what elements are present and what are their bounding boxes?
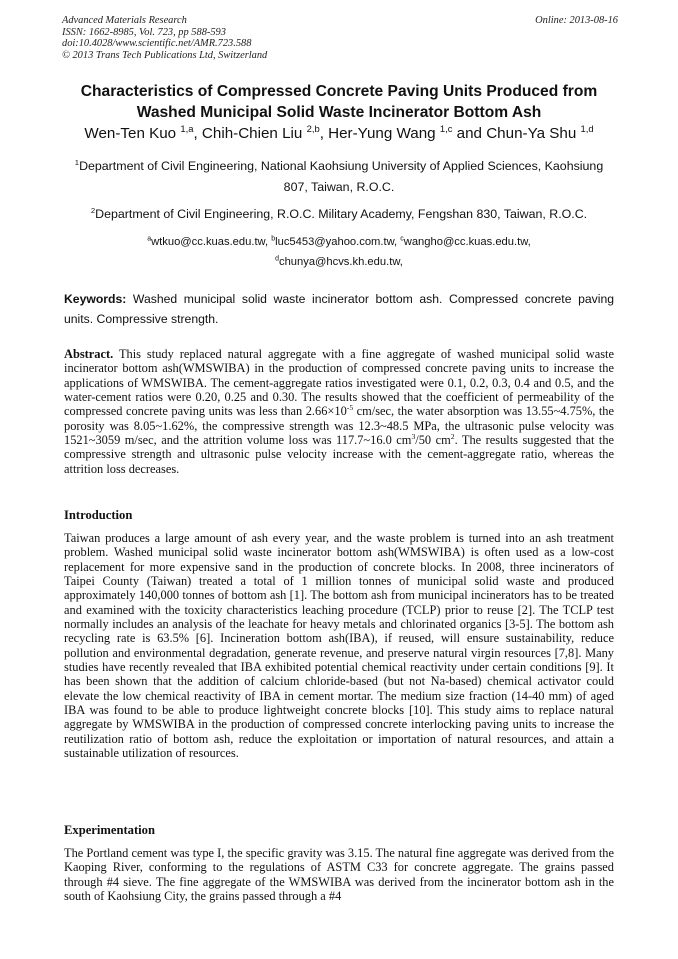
- author-list: [40, 124, 638, 144]
- abstract: [64, 347, 614, 476]
- email-mark: c: [400, 235, 404, 243]
- email-address: wangho@cc.kuas.edu.tw,: [403, 236, 531, 248]
- keywords-label: Keywords:: [64, 292, 127, 306]
- issn-line: ISSN: 1662-8985, Vol. 723, pp 588-593: [62, 26, 226, 38]
- abstract-text: cm/sec, the water absorption was 13.55~4.75%, the porosity was 8.05~1.62%, the compressive strength was 12.3~48.5 MPa, the ultrasonic pulse velocity was 1521~3059 m/sec, and the attrition volume loss was 117.7~16.0 cm: [64, 404, 614, 448]
- author-name: Chun-Ya Shu: [486, 125, 577, 142]
- author-separator: ,: [193, 125, 202, 142]
- journal-header: [62, 15, 618, 61]
- email-mark: b: [271, 235, 276, 243]
- affiliation-2: [58, 204, 620, 225]
- author-name: Chih-Chien Liu: [201, 125, 303, 142]
- title-line-1: Characteristics of Compressed Concrete Paving Units Produced from: [80, 83, 598, 100]
- author-separator: ,: [319, 125, 329, 142]
- online-date: Online: 2013-08-16: [535, 15, 618, 26]
- experimentation-paragraph: The Portland cement was type I, the specific gravity was 3.15. The natural fine aggregate was derived from the Kaoping River, conforming to the regulations of ASTM C33 for concrete aggregate. The grains passed through #4 sieve. The fine aggregate of the WMSWIBA was derived from the incinerator bottom ash in the south of Kaohsiung City, the grains passed through a #4: [64, 846, 614, 904]
- introduction-heading: Introduction: [64, 508, 133, 522]
- affiliation-1: [58, 156, 620, 198]
- author-name: Wen-Ten Kuo: [84, 125, 177, 142]
- affiliation-number: 1: [74, 157, 80, 167]
- email-list: [58, 232, 620, 272]
- author-affiliation-mark: 1,a: [180, 122, 194, 134]
- email-mark: d: [275, 255, 279, 263]
- abstract-text: /50 cm: [415, 433, 451, 448]
- abstract-label: Abstract.: [64, 347, 114, 361]
- title-line-2: Washed Municipal Solid Waste Incinerator Bottom Ash: [136, 103, 542, 121]
- exponent: 3: [411, 431, 416, 441]
- email-address: wtkuo@cc.kuas.edu.tw,: [151, 236, 272, 248]
- exponent: -5: [346, 403, 354, 413]
- journal-name: Advanced Materials Research: [62, 15, 187, 26]
- affiliation-1-line-1: Department of Civil Engineering, National Kaohsiung University of Applied Sciences, Kaohsiung: [79, 159, 604, 173]
- affiliation-number: 2: [90, 205, 96, 215]
- experimentation-heading: Experimentation: [64, 823, 155, 837]
- author-affiliation-mark: 1,c: [439, 122, 453, 134]
- copyright-line: © 2013 Trans Tech Publications Ltd, Switzerland: [62, 49, 268, 61]
- email-address: luc5453@yahoo.com.tw,: [275, 236, 401, 248]
- author-separator: and: [452, 125, 487, 142]
- doi-line: doi:10.4028/www.scientific.net/AMR.723.588: [62, 38, 252, 50]
- keywords-text: Washed municipal solid waste incinerator bottom ash. Compressed concrete paving units. Compressive strength.: [64, 292, 614, 326]
- exponent: 2: [450, 431, 455, 441]
- introduction-paragraph: Taiwan produces a large amount of ash every year, and the waste problem is turned into an ash treatment problem. Washed municipal solid waste incinerator bottom ash(WMSWIBA) is often used as a low-cost replacement for more expensive sand in the production of concrete blocks. In 2008, three incinerators of Taipei County (Taiwan) treated a total of 1 million tonnes of municipal solid waste and produced approximately 140,000 tonnes of bottom ash [1]. The bottom ash from municipal incinerators has to be treated and examined with the toxicity characteristics leaching procedure (TCLP) prior to reuse [2]. The TCLP test normally includes an analysis of the leachate for heavy metals and chlorinated organics [3-5]. The bottom ash recycling rate is 63.5% [6]. Incineration bottom ash(IBA), if reused, will ensure sustainability, reduce pollution and environmental degradation, generate revenue, and preserve natural virgin resources [7,8]. Many studies have recently revealed that IBA exhibited potential chemical reactivity under certain conditions [9]. It has been shown that the addition of calcium chloride-based (but not Na-based) chemical activator could elevate the low chemical reactivity of IBA in cement mortar. The medium size fraction (14-40 mm) of aged IBA was found to be able to produce lightweight concrete blocks [10]. This study aims to replace natural aggregate by WMSWIBA in the production of compressed concrete interlocking paving units to increase the reutilization ratio of bottom ash, reduce the exploitation or importation of natural resources, and attain a sustainable utilization of resources.: [64, 531, 614, 761]
- paper-title: [40, 82, 638, 123]
- keywords: [64, 290, 614, 329]
- abstract-text: . The results suggested that the compressive strength and ultrasonic pulse velocity increase with the cement-aggregate ratio, whereas the attrition loss decreases.: [64, 433, 615, 476]
- author-affiliation-mark: 1,d: [580, 122, 594, 134]
- affiliation-1-line-2: 807, Taiwan, R.O.C.: [283, 180, 395, 194]
- email-mark: a: [147, 235, 152, 243]
- author-name: Her-Yung Wang: [328, 125, 436, 142]
- author-affiliation-mark: 2,b: [306, 122, 320, 134]
- email-address: chunya@hcvs.kh.edu.tw,: [278, 256, 403, 268]
- affiliation-2-text: Department of Civil Engineering, R.O.C. Military Academy, Fengshan 830, Taiwan, R.O.C.: [95, 207, 588, 221]
- abstract-text: This study replaced natural aggregate with a fine aggregate of washed municipal solid waste incinerator bottom ash(WMSWIBA) in the production of compressed concrete paving units to increase the applications of WMSWIBA. The cement-aggregate ratios investigated were 0.1, 0.2, 0.3, 0.4 and 0.5, and the water-cement ratios were 0.20, 0.25 and 0.30. The results showed that the coefficient of permeability of the compressed concrete paving units was less than 2.66×10: [64, 347, 614, 419]
